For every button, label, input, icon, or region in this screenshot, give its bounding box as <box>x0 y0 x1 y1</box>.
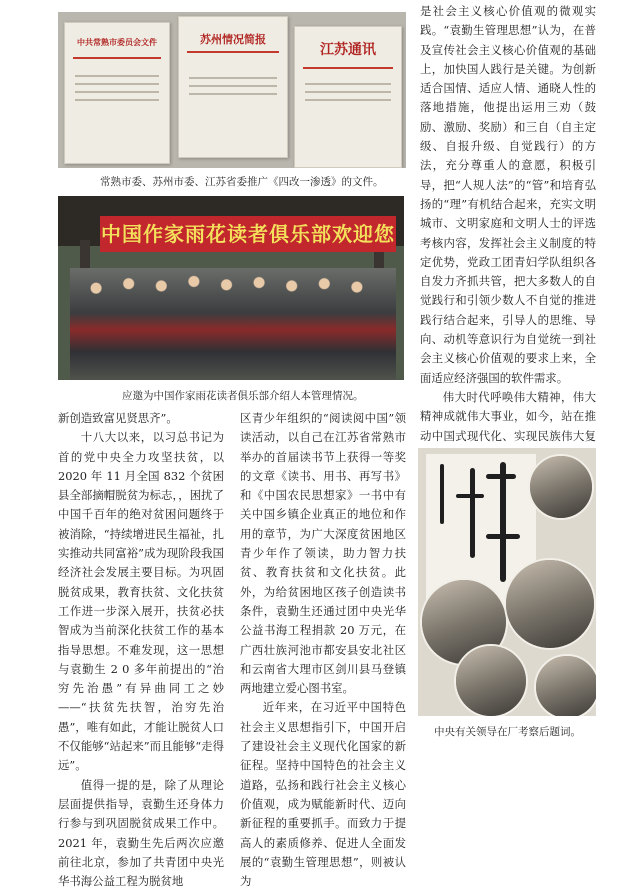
document-1-title: 中共常熟市委员会文件 <box>77 37 157 47</box>
paragraph: 十八大以来，以习总书记为首的党中央全力攻坚扶贫，以 2020 年 11 月全国 832 个贫困县全部摘帽脱贫为标志，，困扰了中国千百年的绝对贫困问题终于被消除，“持续增进民生福祉，扎实推动共同富裕”成为现阶段我国经济社会发展主要目标。为巩固脱贫成果，教育扶贫、文化扶贫工作进一步深入展开，扶贫必扶智成为当前深化扶贫工作的基本指导思想。不难发现，这一思想与袁勤生 2 0 多年前提出的“治穷先治愚”有异曲同工之妙——“扶贫先扶智，治穷先治愚”，唯有如此，才能让脱贫人口不仅能够“站起来”而且能够“走得远”。 <box>58 430 224 773</box>
document-1 <box>64 22 170 164</box>
document-2-title: 苏州情况简报 <box>200 33 266 46</box>
column-1-text <box>58 409 224 891</box>
group-people <box>70 268 396 380</box>
calligraphy-photo <box>418 448 596 716</box>
paragraph: 是社会主义核心价值观的微观实践。“袁勤生管理思想”认为，在普及宣传社会主义核心价值观的基础上，加快国人践行是关键。为创新适合国情、适应人情、通晓人性的落地措施，他提出运用三劝（鼓励、激励、奖励）和三自（自主定级、自报升级、自觉践行）的方法，充分尊重人的意愿，积极引导，把“人规人法”的“管”和培育弘扬的“理”有机结合起来，充实文明城市、文明家庭和文明人士的评选考核内容，发挥社会主义制度的特定优势，党政工团青妇学队组织各自发力齐抓共管，把大多数人的自觉践行和引领少数人不自觉的推进践行结合起来，引导人的思维、导向、动机等意识行为自觉统一到社会主义核心价值观的要求上来，全面适应经济强国的软件需求。 <box>420 4 596 385</box>
paragraph: 区青少年组织的“阅读阅中国”领读活动，以自己在江苏省常熟市举办的首届读书节上获得一等奖的文章《读书、用书、再写书》和《中国农民思想家》一书中有关中国乡镇企业真正的地位和作用的章节，为广大深度贫困地区青少年作了领读，助力智力扶贫、教育扶贫和文化扶贫。此外，为给贫困地区孩子创造读书条件，袁勤生还通过团中央光华公益书海工程捐款 20 万元，在广西壮族河池市都安县安北社区和云南省大理市区剑川县马登镇两地建立爱心图书室。 <box>240 411 406 696</box>
paragraph: 伟大时代呼唤伟大精神，伟大精神成就伟大事业，如今，站在推动中国式现代化、实现民族伟大复 <box>420 389 596 443</box>
document-2 <box>178 16 288 158</box>
column-2-text <box>240 409 406 891</box>
welcome-banner: 中国作家雨花读者俱乐部欢迎您 <box>100 216 396 252</box>
document-3 <box>294 26 402 168</box>
paragraph: 近年来，在习近平中国特色社会主义思想指引下，中国开启了建设社会主义现代化国家的新征程。坚持中国特色的社会主义道路，弘扬和践行社会主义核心价值观，成为赋能新时代、迈向新征程的重要抓手。而致力于提高人的素质修养、促进人全面发展的“袁勤生管理思想”，则被认为 <box>240 700 406 889</box>
group-caption: 应邀为中国作家雨花读者俱乐部介绍人本管理情况。 <box>122 390 364 402</box>
paragraph: 新创造致富见贤思齐”。 <box>58 411 178 425</box>
documents-caption: 常熟市委、苏州市委、江苏省委推广《四改一渗透》的文件。 <box>100 176 384 188</box>
documents-photo <box>58 12 406 168</box>
paragraph: 值得一提的是，除了从理论层面提供指导，袁勤生还身体力行参与到巩固脱贫成果工作中。2021 年，袁勤生先后两次应邀前往北京，参加了共青团中央光华书海公益工程为脱贫地 <box>58 777 224 889</box>
calligraphy-caption: 中央有关领导在厂考察后题词。 <box>434 726 581 738</box>
group-photo <box>58 196 404 380</box>
document-3-title: 江苏通讯 <box>320 42 376 58</box>
